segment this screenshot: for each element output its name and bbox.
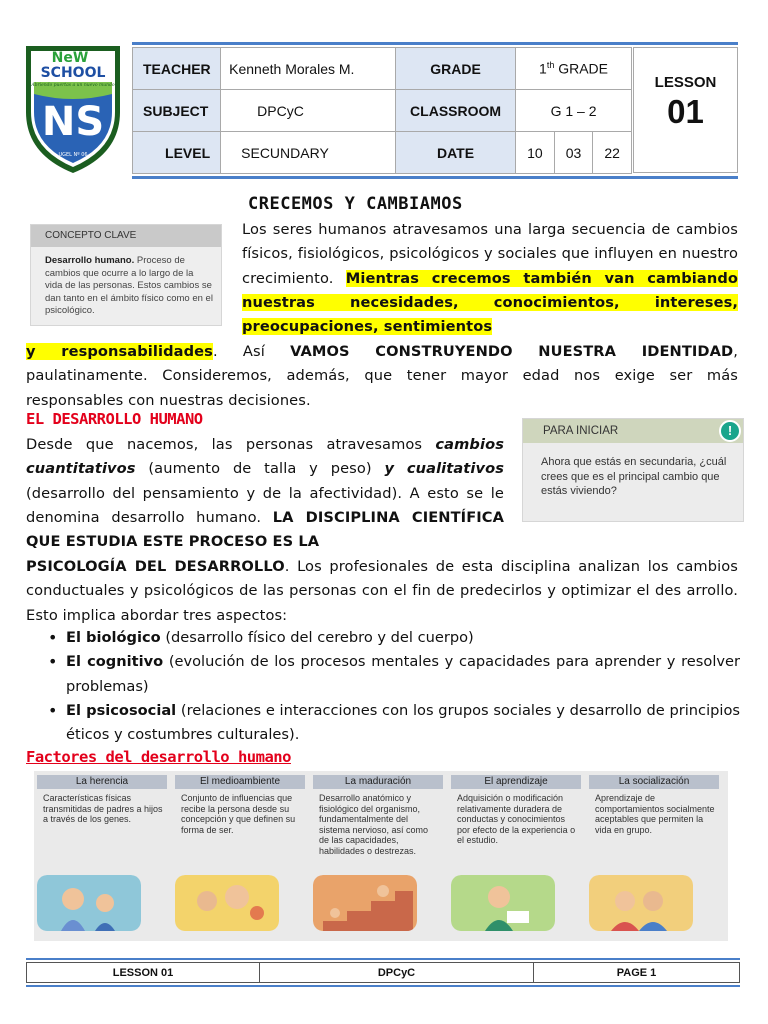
footer-page: PAGE 1	[534, 963, 740, 983]
school-logo	[18, 42, 128, 177]
date-day: 10	[516, 132, 555, 174]
para-iniciar-card	[522, 418, 744, 522]
subject-value: DPCyC	[221, 90, 396, 132]
date-month: 03	[554, 132, 593, 174]
footer-table	[26, 962, 740, 983]
footer-subject: DPCyC	[260, 963, 534, 983]
section-heading-factors: Factores del desarrollo humano	[26, 748, 291, 766]
level-label: LEVEL	[133, 132, 221, 174]
concept-text: Desarrollo humano. Proceso de cambios que ocurre a lo largo de la vida de las personas. Estos cambios se dan tanto en el ámbito físico como en el psicológico.	[45, 255, 213, 316]
factors-panel	[34, 771, 728, 941]
grade-value: 1th GRADE	[516, 48, 632, 90]
classroom-label: CLASSROOM	[396, 90, 516, 132]
factor-learning: El aprendizaje Adquisición o modificación relativamente duradera de conductas y conocimientos por efecto de la experiencia o el estudio.	[451, 775, 581, 937]
lesson-number: 01	[667, 93, 704, 130]
subject-label: SUBJECT	[133, 90, 221, 132]
concept-heading: CONCEPTO CLAVE	[31, 225, 221, 247]
grade-label: GRADE	[396, 48, 516, 90]
concept-card	[30, 224, 222, 326]
family-illustration	[175, 875, 279, 931]
footer-bottom-rule	[26, 985, 740, 987]
teacher-label: TEACHER	[133, 48, 221, 90]
page-title: CRECEMOS Y CAMBIAMOS	[248, 194, 463, 214]
factor-maturation: La maduración Desarrollo anatómico y fisiológico del organismo, fundamentalmente del sistema nervioso, así como de las capacidades, habilidades o destrezas.	[313, 775, 443, 937]
footer-top-rule	[26, 958, 740, 960]
svg-text:NeW: NeW	[51, 50, 89, 66]
svg-text:Abriendo puertas a un nuevo mu: Abriendo puertas a un nuevo mundo	[31, 83, 115, 88]
svg-text:NS: NS	[41, 99, 105, 145]
teacher-value: Kenneth Morales M.	[221, 48, 396, 90]
development-paragraph-a: Desde que nacemos, las personas atravesamos cambios cuantitativos (aumento de talla y peso) y cualitativos (desarrollo del pensamiento y de la afectividad). A esto se le denomina desarrollo humano. LA DISCIPLINA CIENTÍFICA QUE ESTUDIA ESTE PROCESO ES LA	[26, 436, 504, 551]
development-paragraph-b: PSICOLOGÍA DEL DESARROLLO. Los profesionales de esta disciplina analizan los cambios conductuales y psicológicos de las personas con el fin de predecirlos y optimizar el des arrollo. Esto implica abordar tres aspectos:	[26, 558, 738, 624]
growth-stairs-illustration	[313, 875, 417, 931]
header-bottom-rule	[132, 176, 738, 179]
list-item: • El cognitivo (evolución de los procesos mentales y capacidades para aprender y resolver problemas)	[30, 650, 740, 699]
intro-paragraph-bottom: y responsabilidades. Así VAMOS CONSTRUYENDO NUESTRA IDENTIDAD, paulatinamente. Consideremos, además, que tener mayor edad nos exige ser más responsables con nuestras decisiones.	[26, 343, 738, 409]
alert-icon: !	[719, 420, 741, 442]
aspects-list	[30, 626, 740, 747]
lesson-label: LESSON	[654, 74, 717, 91]
intro-paragraph-top: Los seres humanos atravesamos una larga secuencia de cambios físicos, fisiológicos, psicológicos y sociales que influyen en nuestro crecimiento. Mientras crecemos también van cambiando nuestras necesidades, conocimientos, intereses, preocupaciones, sentimientos	[242, 221, 738, 336]
student-reading-illustration	[451, 875, 555, 931]
lesson-box	[633, 47, 738, 173]
list-item: • El psicosocial (relaciones e interacciones con los grupos sociales y desarrollo de principios éticos y costumbres culturales).	[30, 699, 740, 748]
svg-text:SCHOOL: SCHOOL	[40, 65, 106, 81]
header-top-rule	[132, 42, 738, 45]
factor-heredity: La herencia Características físicas transmitidas de padres a hijos a través de los genes.	[37, 775, 167, 937]
footer-lesson: LESSON 01	[27, 963, 260, 983]
para-iniciar-heading: PARA INICIAR	[523, 419, 743, 443]
para-iniciar-text: Ahora que estás en secundaria, ¿cuál crees que es el principal cambio que estás viviendo?	[541, 456, 727, 497]
factor-environment: El medioambiente Conjunto de influencias que recibe la persona desde su concepción y que definen su forma de ser.	[175, 775, 305, 937]
section-heading-development: EL DESARROLLO HUMANO	[26, 410, 203, 428]
classroom-value: G 1 – 2	[516, 90, 632, 132]
date-year: 22	[593, 132, 632, 174]
factor-socialization: La socialización Aprendizaje de comportamientos socialmente aceptables que permiten la vida en grupo.	[589, 775, 719, 937]
date-label: DATE	[396, 132, 516, 174]
list-item: • El biológico (desarrollo físico del cerebro y del cuerpo)	[30, 626, 740, 650]
friends-illustration	[589, 875, 693, 931]
svg-text:UGEL Nº 06: UGEL Nº 06	[58, 152, 88, 158]
father-son-illustration	[37, 875, 141, 931]
level-value: SECUNDARY	[221, 132, 396, 174]
header-table	[132, 47, 632, 174]
